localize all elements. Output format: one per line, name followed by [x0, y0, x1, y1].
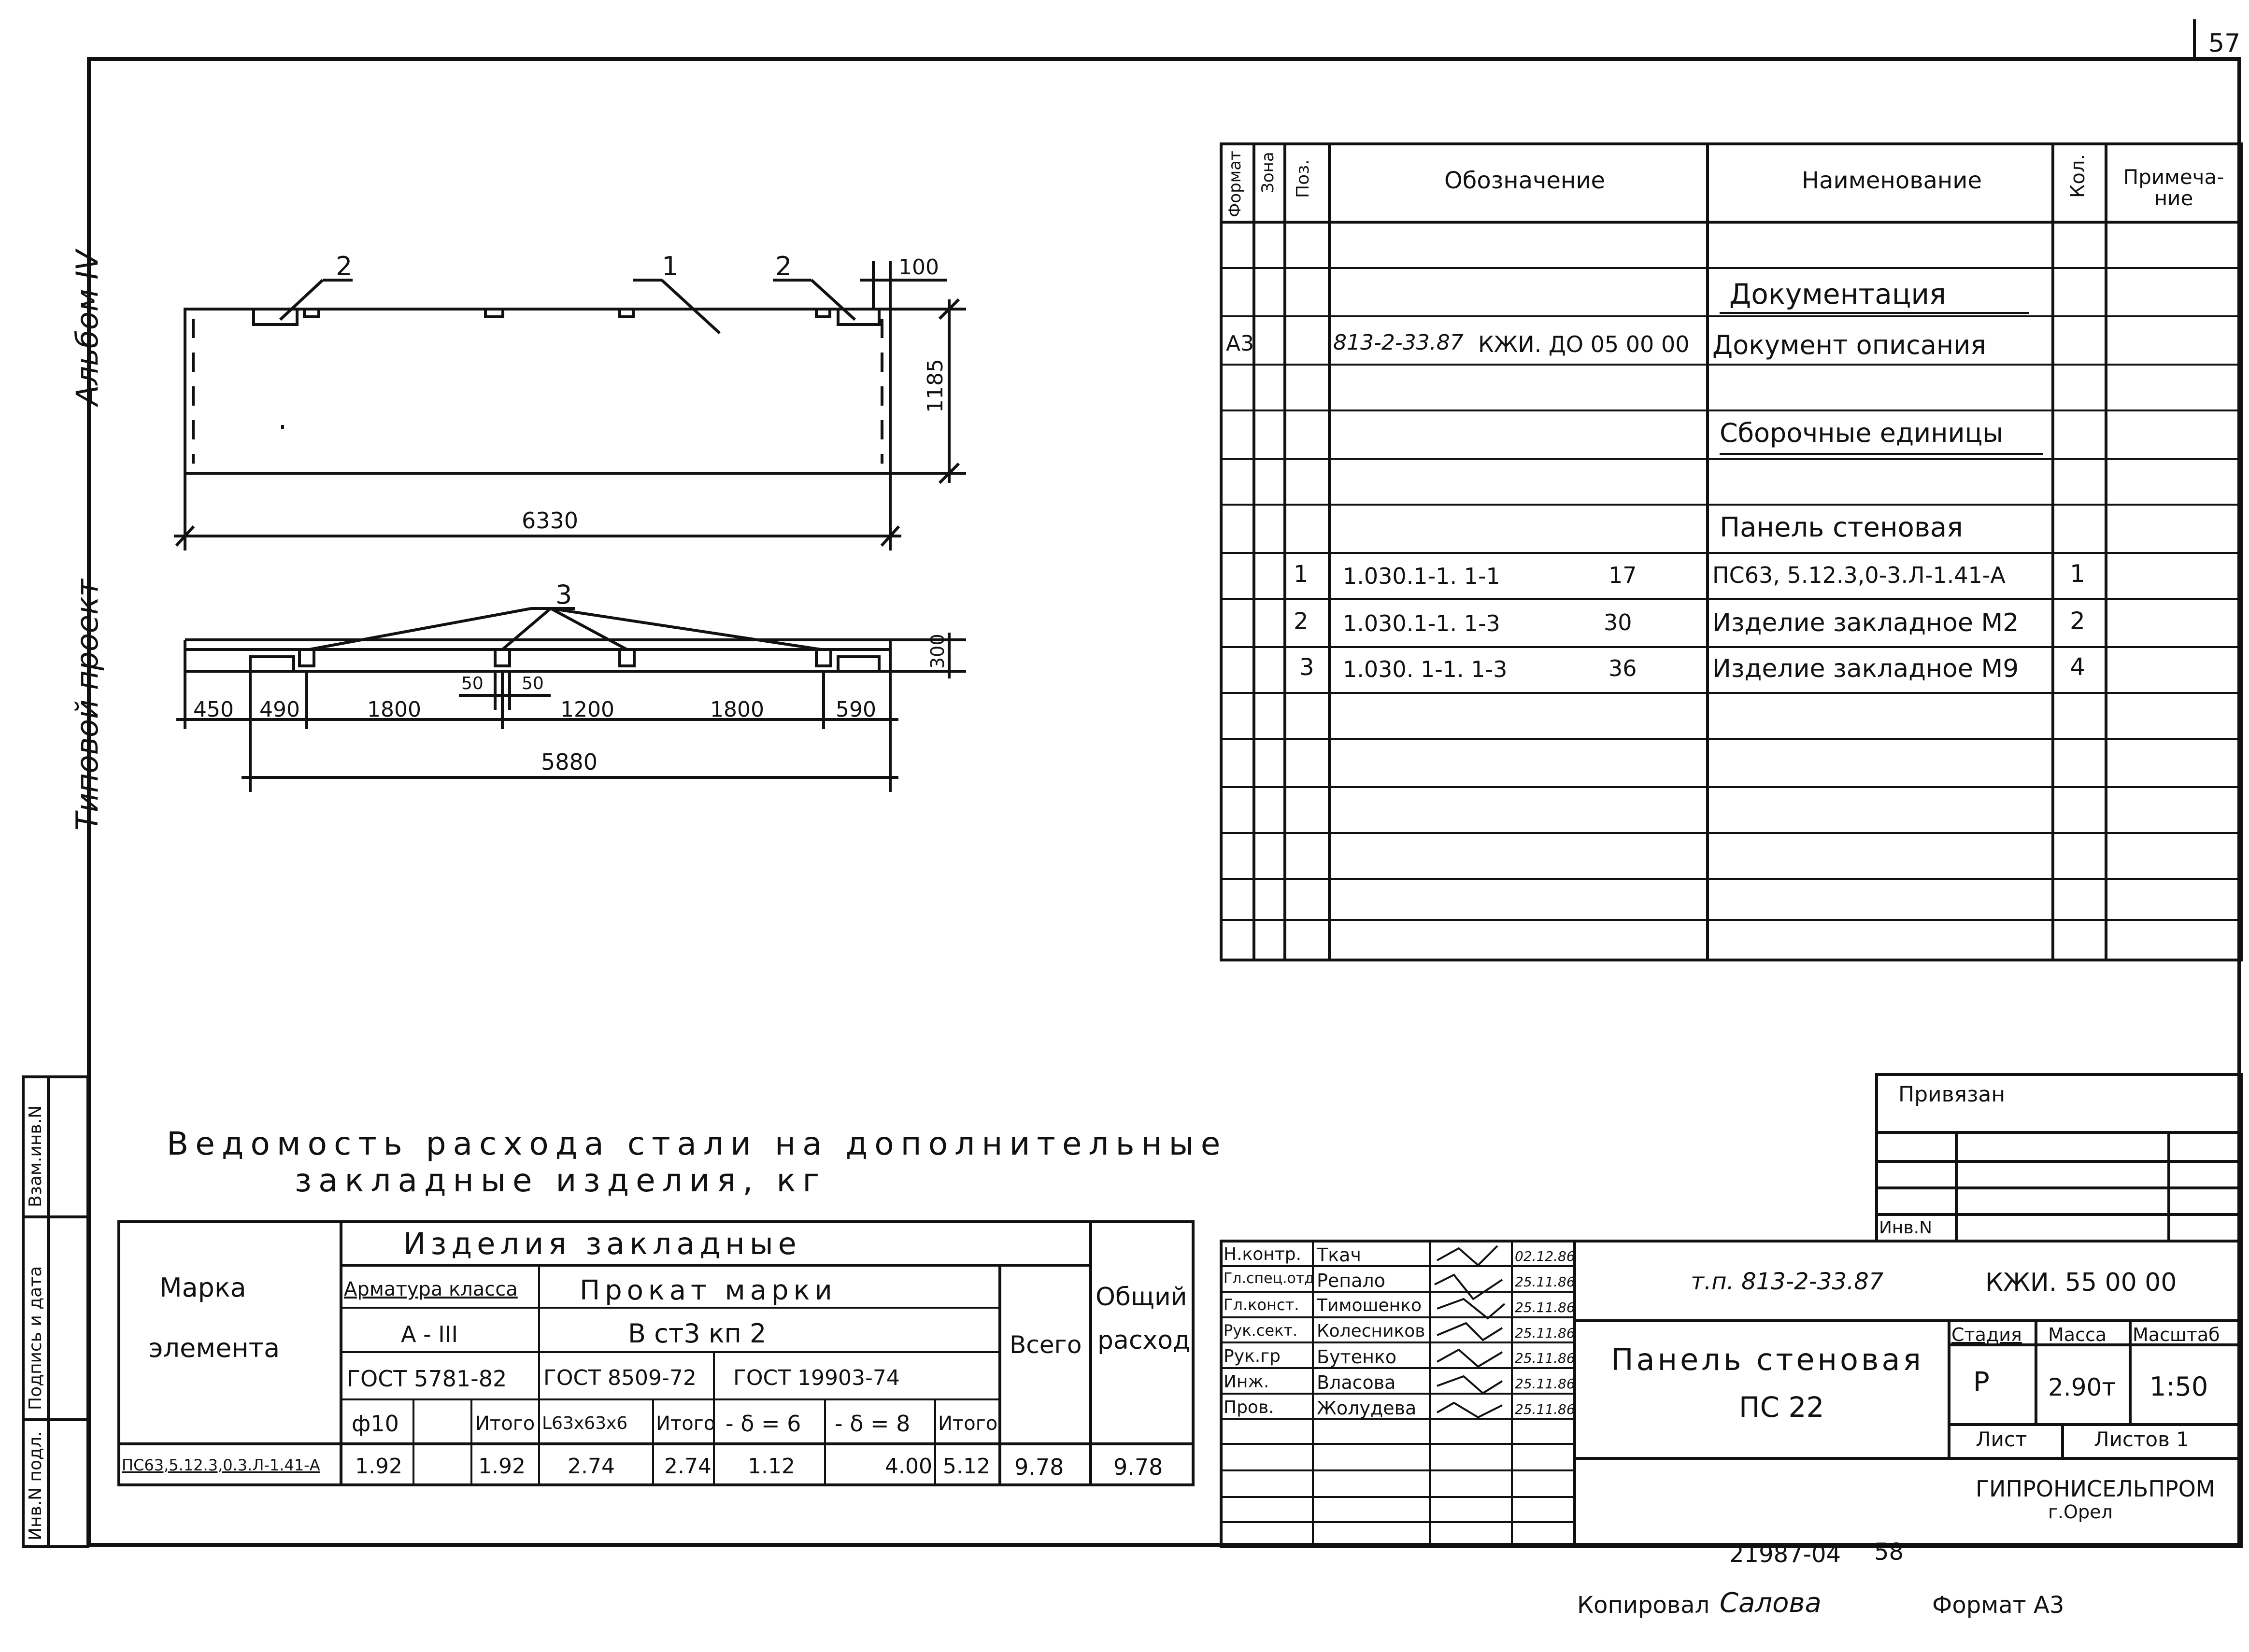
title-role: Рук.гр — [1224, 1346, 1281, 1366]
spec-name: ПС63, 5.12.3,0-3.Л-1.41-А — [1712, 562, 2006, 588]
title-name: Ткач — [1317, 1244, 1361, 1266]
format-label: Формат А3 — [1932, 1592, 2064, 1619]
dimension-label: 1800 — [367, 697, 421, 722]
steel-header-gost: ГОСТ 5781-82 — [347, 1366, 507, 1392]
page-number: 57 — [2208, 29, 2241, 58]
steel-header-mark: элемента — [149, 1333, 280, 1363]
spec-format: А3 — [1226, 331, 1254, 356]
spec-header-pos: Поз. — [1293, 159, 1313, 198]
spec-designation: 813-2-33.87 — [1333, 330, 1464, 355]
title-role: Гл.конст. — [1224, 1296, 1299, 1314]
steel-header-armatura: Арматура класса — [344, 1278, 518, 1300]
steel-title: Ведомость расхода стали на дополнительные — [167, 1125, 1227, 1162]
pos-label: 2 — [775, 251, 792, 282]
spec-qty: 2 — [2070, 607, 2085, 635]
steel-header-a3: А - III — [401, 1321, 458, 1347]
spec-name: Изделие закладное М9 — [1712, 654, 2019, 683]
header-stage: Стадия — [1951, 1324, 2022, 1345]
title-date: 25.11.86 — [1515, 1350, 1575, 1366]
org-name: ГИПРОНИСЕЛЬПРОМ — [1976, 1476, 2215, 1502]
dimension-label: 1200 — [560, 697, 614, 722]
spec-header-designation: Обозначение — [1444, 167, 1606, 194]
steel-cell: 2.74 — [664, 1454, 712, 1479]
spec-designation: 1.030. 1-1. 1-3 — [1343, 656, 1508, 682]
stamp-cell-inv: Инв.N подл. — [26, 1431, 45, 1540]
dimension-label: 1185 — [923, 359, 948, 413]
pos-label: 3 — [555, 579, 572, 610]
archive-number: 21987-04 — [1729, 1541, 1841, 1568]
steel-header-itogo: Итого — [656, 1412, 716, 1435]
dimension-label: 590 — [836, 697, 876, 722]
pos-label: 1 — [662, 251, 679, 282]
steel-header-gost: ГОСТ 8509-72 — [543, 1366, 697, 1390]
dimension-label: 50 — [522, 674, 544, 693]
mass-value: 2.90т — [2048, 1373, 2116, 1401]
steel-header-itogo: Итого — [475, 1412, 535, 1435]
dimension-label: 100 — [898, 255, 939, 280]
spec-designation: КЖИ. ДО 05 00 00 — [1478, 331, 1690, 357]
title-date: 02.12.86 — [1515, 1248, 1575, 1264]
steel-cell: 4.00 — [885, 1454, 932, 1479]
steel-row-mark: ПС63,5.12.3,0.3.Л-1.41-А — [122, 1456, 320, 1474]
drawing-title: ПС 22 — [1739, 1391, 1824, 1424]
project-label: Типовой проект — [70, 579, 105, 831]
privyazan-inv: Инв.N — [1879, 1218, 1933, 1238]
title-role: Рук.сект. — [1224, 1321, 1298, 1340]
steel-header-d8: - δ = 8 — [835, 1411, 911, 1437]
title-date: 25.11.86 — [1515, 1325, 1575, 1341]
steel-title: закладные изделия, кг — [295, 1162, 826, 1199]
steel-cell: 1.92 — [478, 1454, 526, 1479]
copied-by: Салова — [1720, 1587, 1822, 1619]
title-date: 25.11.86 — [1515, 1299, 1575, 1315]
spec-section-units: Сборочные единицы — [1720, 418, 2004, 448]
steel-cell: 1.92 — [355, 1454, 402, 1479]
doc-code: КЖИ. 55 00 00 — [1985, 1268, 2177, 1297]
spec-sheet: 36 — [1608, 655, 1637, 681]
title-name: Тимошенко — [1317, 1296, 1422, 1315]
steel-cell: 2.74 — [568, 1454, 615, 1479]
steel-header-vsego: Всего — [1010, 1331, 1082, 1359]
steel-header-total: Общий — [1096, 1283, 1187, 1312]
dimension-label: 50 — [461, 674, 484, 693]
spec-pos: 2 — [1294, 608, 1309, 635]
dimension-label: 490 — [259, 697, 300, 722]
spec-pos: 3 — [1299, 654, 1314, 681]
stage-value: Р — [1973, 1367, 1990, 1398]
steel-header-angle: L63x63x6 — [542, 1413, 628, 1433]
sheets-label: Листов 1 — [2094, 1427, 2189, 1451]
album-label: Альбом IV — [70, 250, 105, 406]
title-date: 25.11.86 — [1515, 1401, 1575, 1417]
spec-section-docs: Документация — [1729, 278, 1946, 311]
title-name: Колесников — [1317, 1321, 1425, 1341]
spec-header-qty: Кол. — [2067, 154, 2089, 198]
steel-header-total: расход — [1097, 1326, 1191, 1355]
spec-qty: 1 — [2070, 560, 2085, 588]
steel-cell: 9.78 — [1113, 1454, 1163, 1480]
org-city: г.Орел — [2048, 1501, 2113, 1523]
spec-header-note: Примеча- ние — [2123, 165, 2224, 211]
title-role: Н.контр. — [1224, 1244, 1302, 1264]
title-name: Репало — [1317, 1270, 1385, 1291]
steel-header-phi10: ф10 — [352, 1411, 399, 1437]
spec-sheet: 30 — [1604, 609, 1632, 635]
title-name: Жолудева — [1317, 1398, 1417, 1419]
spec-header-zone: Зона — [1258, 152, 1278, 193]
steel-header-d6: - δ = 6 — [726, 1411, 801, 1437]
spec-designation: 1.030.1-1. 1-1 — [1343, 563, 1500, 589]
spec-qty: 4 — [2070, 653, 2085, 681]
spec-designation: 1.030.1-1. 1-3 — [1343, 610, 1500, 636]
drawing-title: Панель стеновая — [1611, 1342, 1924, 1377]
header-scale: Масштаб — [2133, 1324, 2220, 1345]
dimension-label: 450 — [193, 697, 234, 722]
title-role: Инж. — [1224, 1372, 1269, 1392]
steel-cell: 9.78 — [1014, 1454, 1064, 1480]
steel-header-mark: Марка — [159, 1272, 246, 1303]
project-ref: т.п. 813-2-33.87 — [1691, 1268, 1884, 1295]
header-mass: Масса — [2048, 1324, 2107, 1345]
privyazan-label: Привязан — [1898, 1082, 2006, 1107]
spec-pos: 1 — [1294, 561, 1309, 588]
dimension-label: 5880 — [541, 749, 598, 775]
pos-label: 2 — [336, 251, 353, 282]
steel-header-gost: ГОСТ 19903-74 — [733, 1366, 900, 1390]
spec-group-title: Панель стеновая — [1720, 512, 1963, 543]
sheet-label: Лист — [1976, 1427, 2027, 1451]
spec-header-name: Наименование — [1802, 167, 1982, 194]
spec-sheet: 17 — [1608, 562, 1637, 588]
spec-name: Изделие закладное М2 — [1712, 608, 2019, 637]
title-date: 25.11.86 — [1515, 1376, 1575, 1392]
title-name: Власова — [1317, 1372, 1396, 1393]
spec-name: Документ описания — [1712, 330, 1986, 360]
title-name: Бутенко — [1317, 1346, 1397, 1368]
title-date: 25.11.86 — [1515, 1274, 1575, 1290]
copied-label: Копировал — [1577, 1592, 1710, 1619]
dimension-label: 6330 — [522, 508, 579, 534]
steel-header-itogo: Итого — [938, 1412, 998, 1435]
spec-header-format: Формат — [1225, 151, 1245, 217]
title-role: Гл.спец.отд — [1224, 1270, 1315, 1287]
steel-cell: 5.12 — [943, 1454, 990, 1479]
title-role: Пров. — [1224, 1398, 1274, 1417]
dimension-label: 300 — [927, 634, 948, 669]
stamp-cell-signature: Подпись и дата — [26, 1266, 45, 1410]
steel-cell: 1.12 — [748, 1454, 795, 1479]
steel-header-vst: В ст3 кп 2 — [628, 1318, 767, 1349]
steel-header-prokat: Прокат марки — [580, 1275, 837, 1306]
dimension-label: 1800 — [710, 697, 764, 722]
footer-page: 58 — [1874, 1539, 1904, 1566]
scale-value: 1:50 — [2149, 1371, 2208, 1402]
steel-header-items: Изделия закладные — [403, 1226, 801, 1261]
stamp-cell-replace: Взам.инв.N — [26, 1105, 45, 1207]
